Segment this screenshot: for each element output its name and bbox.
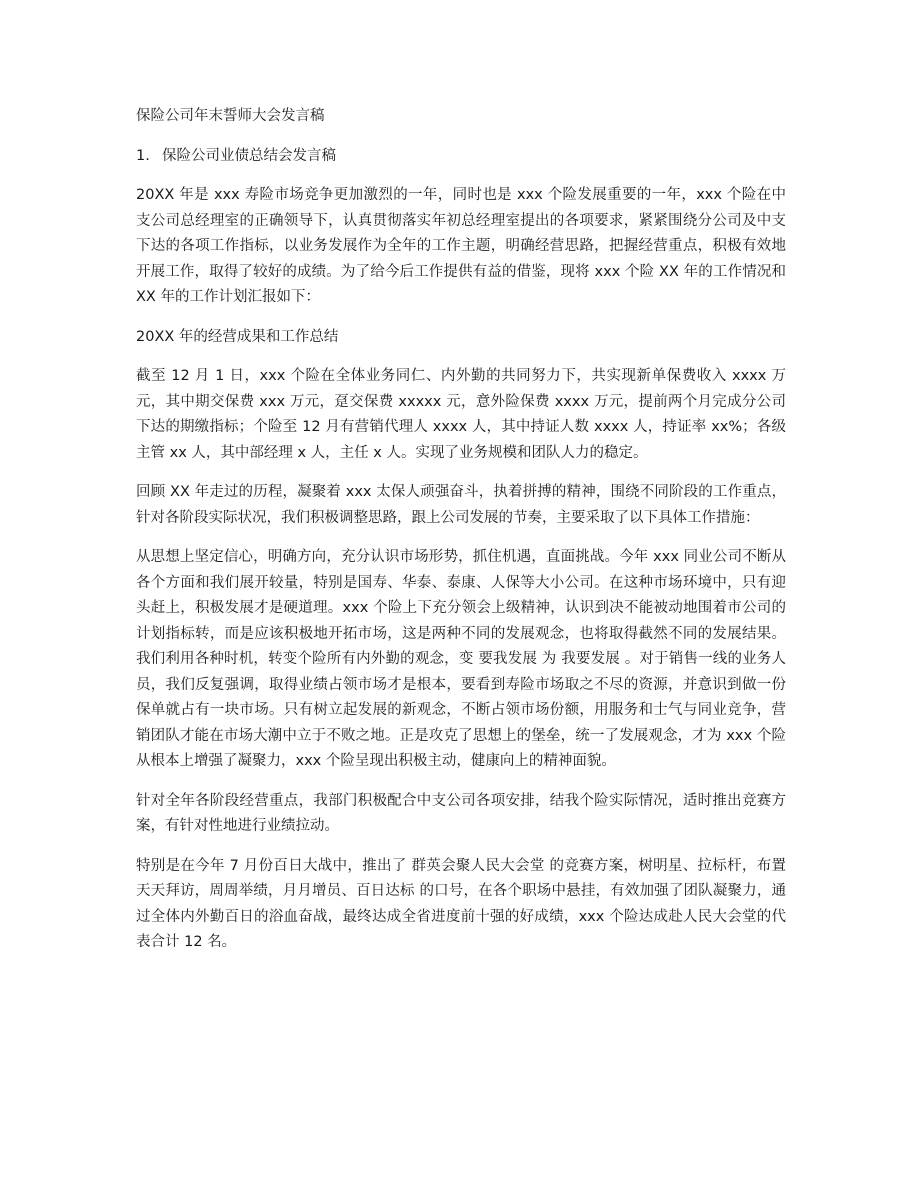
intro-paragraph: 20XX 年是 xxx 寿险市场竞争更加激烈的一年，同时也是 xxx 个险发展重要的一年，xxx 个险在中支公司总经理室的正确领导下，认真贯彻落实年初总经理室提出的各项要求，紧紧围绕分公司及中支下达的各项工作指标，以业务发展作为全年的工作主题，明确经营思路，把握经营重点，积极有效地开展工作，取得了较好的成绩。为了给今后工作提供有益的借鉴，现将 xxx 个险 XX 年的工作情况和 XX 年的工作计划汇报如下：	[136, 187, 786, 305]
section-heading	[136, 144, 786, 170]
section-number: 1.	[136, 147, 150, 164]
body-paragraph-results: 截至 12 月 1 日，xxx 个险在全体业务同仁、内外勤的共同努力下，共实现新单保费收入 xxxx 万元，其中期交保费 xxx 万元，趸交保费 xxxxx 元，意外险保费 xxxx 万元，提前两个月完成分公司下达的期缴指标；个险至 12 月有营销代理人 xxxx 人，其中持证人数 xxxx 人，持证率 xx%；各级主管 xx 人，其中部经理 x 人，主任 x 人。实现了业务规模和团队人力的稳定。	[136, 368, 786, 461]
body-paragraph-review: 回顾 XX 年走过的历程，凝聚着 xxx 太保人顽强奋斗，执着拼搏的精神，围绕不同阶段的工作重点，针对各阶段实际状况，我们积极调整思路，跟上公司发展的节奏，主要采取了以下具体工作措施：	[136, 484, 786, 526]
subheading: 20XX 年的经营成果和工作总结	[136, 328, 339, 345]
document-page	[136, 104, 786, 970]
section-title: 保险公司业债总结会发言稿	[162, 147, 336, 164]
body-paragraph-mindset: 从思想上坚定信心，明确方向，充分认识市场形势，抓住机遇，直面挑战。今年 xxx 同业公司不断从各个方面和我们展开较量，特别是国寿、华泰、泰康、人保等大小公司。在这种市场环境中，只有迎头赶上，积极发展才是硬道理。xxx 个险上下充分领会上级精神，认识到决不能被动地围着市公司的计划指标转，而是应该积极地开拓市场，这是两种不同的发展观念，也将取得截然不同的发展结果。我们利用各种时机，转变个险所有内外勤的观念，变 要我发展 为 我要发展 。对于销售一线的业务人员，我们反复强调，取得业绩占领市场才是根本，要看到寿险市场取之不尽的资源，并意识到做一份保单就占有一块市场。只有树立起发展的新观念，不断占领市场份额，用服务和士气与同业竞争，营销团队才能在市场大潮中立于不败之地。正是攻克了思想上的堡垒，统一了发展观念，才为 xxx 个险从根本上增强了凝聚力，xxx 个险呈现出积极主动，健康向上的精神面貌。	[136, 549, 786, 769]
document-title: 保险公司年末誓师大会发言稿	[136, 108, 325, 124]
body-paragraph-competition: 针对全年各阶段经营重点，我部门积极配合中支公司各项安排，结我个险实际情况，适时推出竞赛方案，有针对性地进行业绩拉动。	[136, 792, 786, 834]
body-paragraph-hundred-days: 特别是在今年 7 月份百日大战中，推出了 群英会聚人民大会堂 的竞赛方案，树明星、拉标杆，布置 天天拜访，周周举绩，月月增员、百日达标 的口号，在各个职场中悬挂，有效加强了团队凝聚力，通过全体内外勤百日的浴血奋战，最终达成全省进度前十强的好成绩，xxx 个险达成赴人民大会堂的代表合计 12 名。	[136, 857, 786, 950]
